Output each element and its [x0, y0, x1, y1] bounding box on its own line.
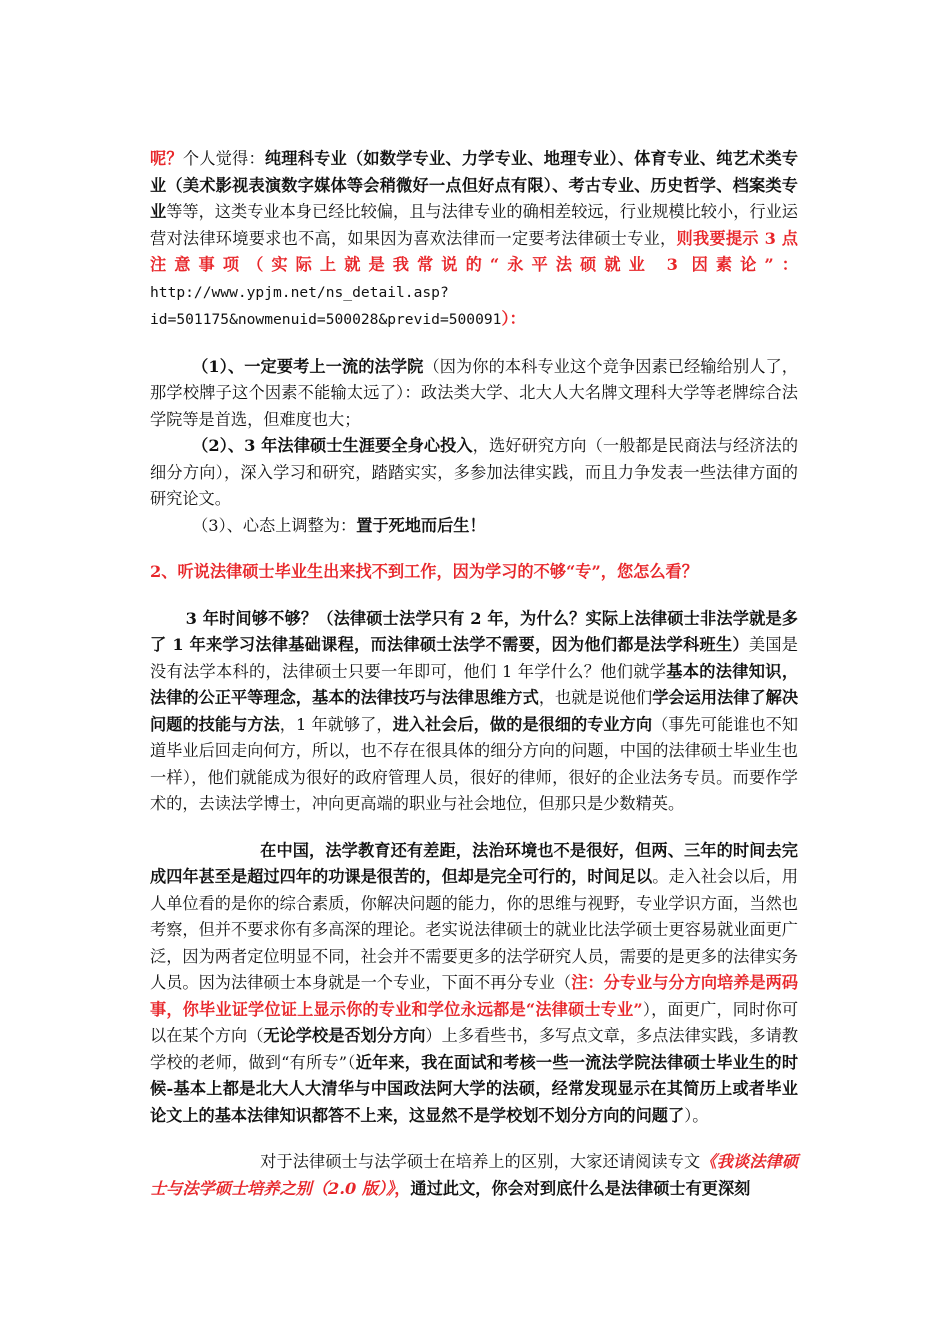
paragraph-point-1: [150, 354, 798, 434]
text-run: 纯理科专业（如数学专业、力学专业、地理专业）、体育专业、纯艺术类专业（美术影视表演数字媒体等会稍微好一点但好点有限）、考古专业、历史哲学、档案类专业: [150, 149, 799, 221]
text-run: （1）、一定要考上一流的法学院: [192, 356, 424, 376]
spacer: [150, 818, 798, 838]
text-run: 在中国，法学教育还有差距，法治环境也不是很好，但两、三年的时间去完成四年甚至是超过四年的功课是很苦的，但却是完全可行的，时间足以: [150, 840, 798, 886]
text-run: 对于法律硕士与法学硕士在培养上的区别，大家还请阅读专文: [260, 1152, 701, 1171]
text-run: ，也就是说他们: [538, 688, 653, 707]
text-run: 等等，这类专业本身已经比较偏，且与法律专业的确相差较远，行业规模比较小，行业运营对法律环境要求也不高，如果因为喜欢法律而一定要考法律硕士专业，: [150, 202, 798, 248]
text-run: 基本的法律知识，法律的公正平等理念，基本的法律技巧与法律思维方式: [150, 661, 799, 707]
paragraph-intro: [150, 146, 798, 334]
spacer: [150, 586, 798, 606]
article-link[interactable]: 《我谈法律硕士与法学硕士培养之别（2.0 版）》: [150, 1152, 799, 1198]
paragraph-answer: [150, 606, 798, 818]
text-run: 近年来，我在面试和考核一些一流法学院法律硕士毕业生的时候-基本上都是北大人大清华与中国政法阿大学的法硕，经常发现显示在其简历上或者毕业论文上的基本法律知识都答不上来，这显然不是学校划不划分方向的问题了: [150, 1052, 799, 1125]
text-run: （因为你的本科专业这个竞争因素已经输给别人了，那学校牌子这个因素不能输太远了）：政法类大学、北大人大名牌文理科大学等老牌综合法学院等是首选，但难度也大；: [150, 356, 798, 429]
paragraph-point-2: [150, 433, 798, 513]
text-run: 置于死地而后生！: [356, 515, 486, 535]
section-heading: 2、听说法律硕士毕业生出来找不到工作，因为学习的不够“专”，您怎么看？: [150, 562, 698, 581]
spacer: [150, 334, 798, 354]
spacer: [150, 1129, 798, 1149]
text-run: 学会运用法律了解决问题的技能与方法: [150, 688, 799, 734]
text-run: 个人觉得：: [182, 149, 265, 168]
text-run: 通过此文，你会对到底什么是法律硕士有更深刻: [410, 1178, 751, 1198]
text-run: 进入社会后，做的是很细的专业方向: [392, 714, 653, 734]
text-run: （2）、3 年法律硕士生涯要全身心投入: [192, 436, 473, 455]
text-run: ，选好研究方向（一般都是民商法与经济法的细分方向），深入学习和研究，踏踏实实，多参加法律实践，而且力争发表一些法律方面的研究论文。: [150, 436, 799, 508]
text-run: 3 年时间够不够？（法律硕士法学只有 2 年，为什么？实际上法律硕士非法学就是多了 1 年来学习法律基础课程，而法律硕士法学不需要，因为他们都是法学科班生）: [150, 608, 798, 654]
text-run: ，: [394, 1178, 411, 1198]
text-run: 则我要提示 3 点注意事项（实际上就是我常说的“永平法硕就业 3 因素论”：: [150, 228, 798, 274]
text-run: （3）、心态上调整为：: [192, 515, 357, 535]
document-page: [150, 146, 798, 1202]
text-run: 美国是没有法学本科的，法律硕士只要一年即可，他们 1 年学什么？他们就学: [150, 635, 798, 681]
text-run: 呢？: [150, 149, 183, 168]
text-run: （事先可能谁也不知道毕业后回走向何方，所以，也不存在很具体的细分方向的问题，中国的法律硕士毕业生也一样），他们就能成为很好的政府管理人员，很好的律师，很好的企业法务专员。而要作学术的，去读法学博士，冲向更高端的职业与社会地位，但那只是少数精英。: [150, 714, 799, 813]
text-run: ）。: [684, 1105, 709, 1125]
text-run: 注：分专业与分方向培养是两码事，你毕业证学位证上显示你的专业和学位永远都是“法律硕士专业”: [150, 973, 799, 1019]
text-run: ）：: [501, 309, 526, 328]
text-run: ）上多看些书，多写点文章，多点法律实践，多请教学校的老师，做到“有所专”（: [150, 1026, 799, 1072]
link-url[interactable]: http://www.ypjm.net/ns_detail.asp?id=501175&nowmenuid=500028&previd=500091: [150, 283, 502, 328]
paragraph-china: [150, 838, 798, 1130]
text-run: 。走入社会以后，用人单位看的是你的综合素质，你解决问题的能力，你的思维与视野，专业学识方面，当然也考察，但并不要求你有多高深的理论。老实说法律硕士的就业比法学硕士更容易就业面更广泛，因为两者定位明显不同，社会并不需要更多的法学研究人员，需要的是更多的法律实务人员。因为法律硕士本身就是一个专业，下面不再分专业（: [150, 867, 799, 992]
text-run: ），面更广，同时你可以在某个方向（: [150, 999, 799, 1045]
spacer: [150, 539, 798, 559]
text-run: 无论学校是否划分方向: [263, 1026, 426, 1045]
paragraph-point-3: [150, 513, 798, 540]
paragraph-reference: [150, 1149, 798, 1202]
text-run: ，1 年就够了，: [279, 714, 393, 734]
